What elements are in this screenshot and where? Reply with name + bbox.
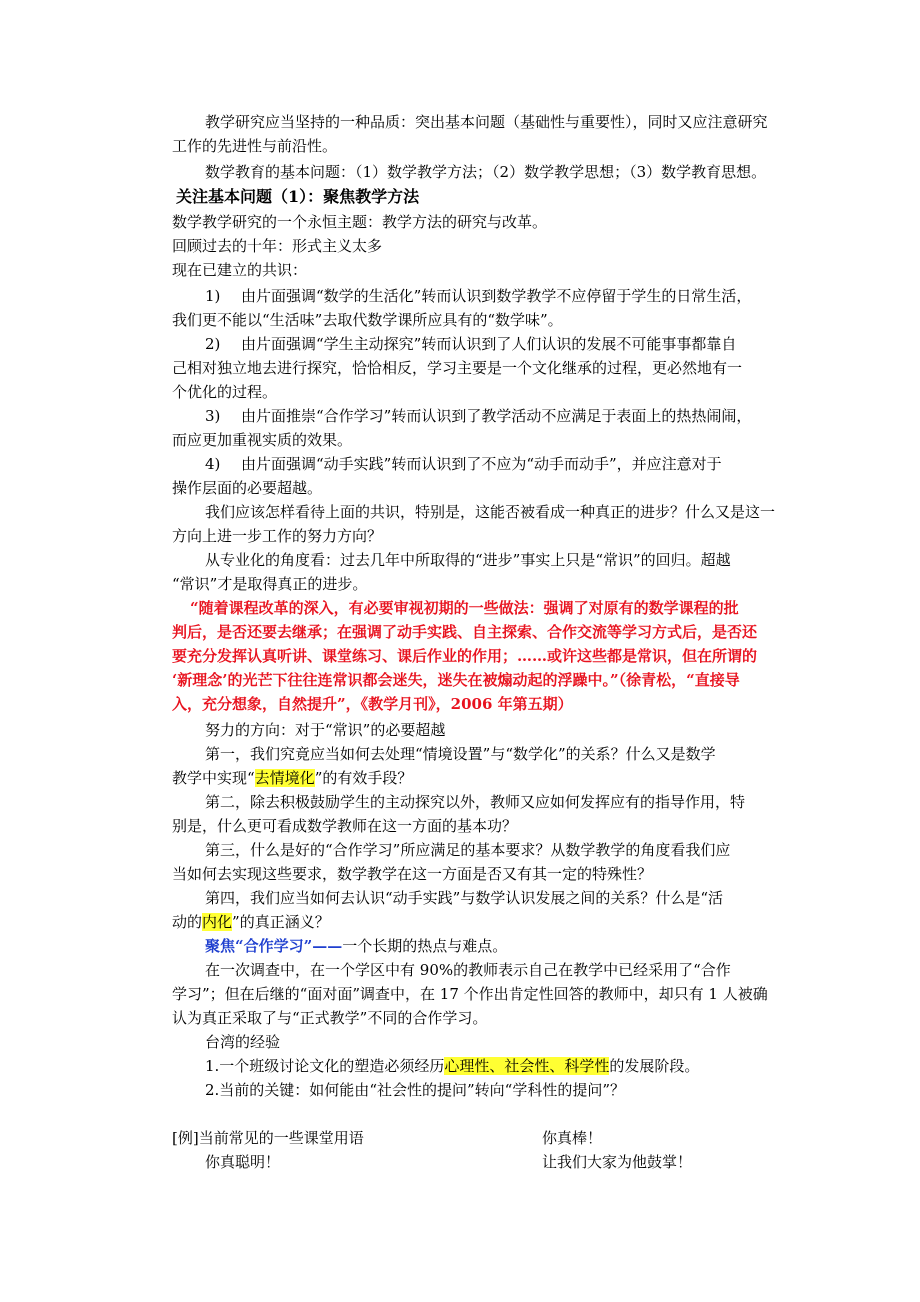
paragraph-professional-line1: 从专业化的角度看：过去几年中所取得的“进步”事实上只是“常识”的回归。超越: [205, 551, 731, 569]
question-4-line1: 第四，我们应当如何去认识“动手实践”与数学认识发展之间的关系？什么是“活: [205, 889, 724, 907]
paragraph-review: 回顾过去的十年：形式主义太多: [172, 237, 383, 255]
paragraph-how-to-view-line1: 我们应该怎样看待上面的共识，特别是，这能否被看成一种真正的进步？什么又是这一: [205, 503, 776, 521]
paragraph-basic-problems: 数学教育的基本问题：（1）数学教学方法；（2）数学教学思想；（3）数学教育思想。: [205, 163, 767, 181]
taiwan-point-1: 1.一个班级讨论文化的塑造必须经历心理性、社会性、科学性的发展阶段。: [205, 1057, 700, 1075]
list-item-2-line1: 2) 由片面强调“学生主动探究”转而认识到了人们认识的发展不可能事事都靠自: [205, 335, 737, 353]
question-4-line2: 动的内化”的真正涵义？: [172, 913, 330, 931]
quote-line5: 入，充分想象，自然提升”，《教学月刊》，2006 年第五期）: [172, 695, 573, 713]
paragraph-consensus: 现在已建立的共识：: [172, 261, 308, 279]
example-phrase-3: 让我们大家为他鼓掌！: [542, 1153, 693, 1171]
question-1-line1: 第一，我们究竟应当如何去处理“情境设置”与“数学化”的关系？什么又是数学: [205, 745, 716, 763]
section-heading: 关注基本问题（1）：聚焦教学方法: [176, 187, 420, 206]
highlight-de-situation: 去情境化: [254, 769, 315, 787]
quote-line2: 判后，是否还要去继承；在强调了动手实践、自主探索、合作交流等学习方式后，是否还: [172, 623, 758, 641]
question-2-line1: 第二，除去积极鼓励学生的主动探究以外，教师又应如何发挥应有的指导作用，特: [205, 793, 746, 811]
paragraph-quality-line2: 工作的先进性与前沿性。: [172, 137, 338, 155]
highlight-internalization: 内化: [202, 913, 233, 931]
list-item-4-line1: 4) 由片面强调“动手实践”转而认识到了不应为“动手而动手”，并应注意对于: [205, 455, 722, 473]
question-1-line2: 教学中实现“去情境化”的有效手段？: [172, 769, 413, 787]
example-label: [例]当前常见的一些课堂用语: [172, 1129, 364, 1147]
paragraph-how-to-view-line2: 方向上进一步工作的努力方向？: [172, 527, 383, 545]
survey-line1: 在一次调查中，在一个学区中有 90%的教师表示自己在教学中已经采用了“合作: [205, 961, 731, 979]
example-phrase-1: 你真棒！: [542, 1129, 603, 1147]
list-item-2-line3: 个优化的过程。: [172, 383, 278, 401]
question-3-line2: 当如何去实现这些要求，数学教学在这一方面是否又有其一定的特殊性？: [172, 865, 653, 883]
survey-line3: 认为真正采取了与“正式教学”不同的合作学习。: [172, 1009, 488, 1027]
list-item-1-line2: 我们更不能以“生活味”去取代数学课所应具有的“数学味”。: [172, 311, 563, 329]
list-item-3-line1: 3) 由片面推崇“合作学习”转而认识到了教学活动不应满足于表面上的热热闹闹，: [205, 407, 752, 425]
list-item-1-line1: 1) 由片面强调“数学的生活化”转而认识到数学教学不应停留于学生的日常生活，: [205, 287, 752, 305]
paragraph-eternal-theme: 数学教学研究的一个永恒主题：教学方法的研究与改革。: [172, 213, 548, 231]
highlight-stages: 心理性、社会性、科学性: [444, 1057, 610, 1075]
quote-line4: ‘新理念’的光芒下往往连常识都会迷失，迷失在被煽动起的浮躁中。”（徐青松，“直接导: [172, 671, 740, 689]
taiwan-point-2: 2.当前的关键：如何能由“社会性的提问”转向“学科性的提问”？: [205, 1081, 625, 1099]
taiwan-experience-heading: 台湾的经验: [205, 1033, 281, 1051]
list-item-3-line2: 而应更加重视实质的效果。: [172, 431, 353, 449]
question-2-line2: 别是，什么更可看成数学教师在这一方面的基本功？: [172, 817, 518, 835]
paragraph-quality-line1: 教学研究应当坚持的一种品质：突出基本问题（基础性与重要性），同时又应注意研究: [205, 113, 768, 131]
quote-line3: 要充分发挥认真听讲、课堂练习、课后作业的作用；……或许这些都是常识，但在所谓的: [172, 647, 758, 665]
question-3-line1: 第三，什么是好的“合作学习”所应满足的基本要求？从数学教学的角度看我们应: [205, 841, 731, 859]
list-item-4-line2: 操作层面的必要超越。: [172, 479, 323, 497]
paragraph-professional-line2: “常识”才是取得真正的进步。: [172, 575, 368, 593]
example-phrase-2: 你真聪明！: [205, 1153, 281, 1171]
quote-line1: “随着课程改革的深入，有必要审视初期的一些做法：强调了对原有的数学课程的批: [190, 599, 739, 617]
focus-cooperative-learning: 聚焦“合作学习”——一个长期的热点与难点。: [205, 937, 508, 955]
list-item-2-line2: 己相对独立地去进行探究，恰恰相反，学习主要是一个文化继承的过程，更必然地有一: [172, 359, 743, 377]
paragraph-direction: 努力的方向：对于“常识”的必要超越: [205, 721, 446, 739]
survey-line2: 学习”；但在后继的“面对面”调查中，在 17 个作出肯定性回答的教师中，却只有 1 人被确: [172, 985, 768, 1003]
